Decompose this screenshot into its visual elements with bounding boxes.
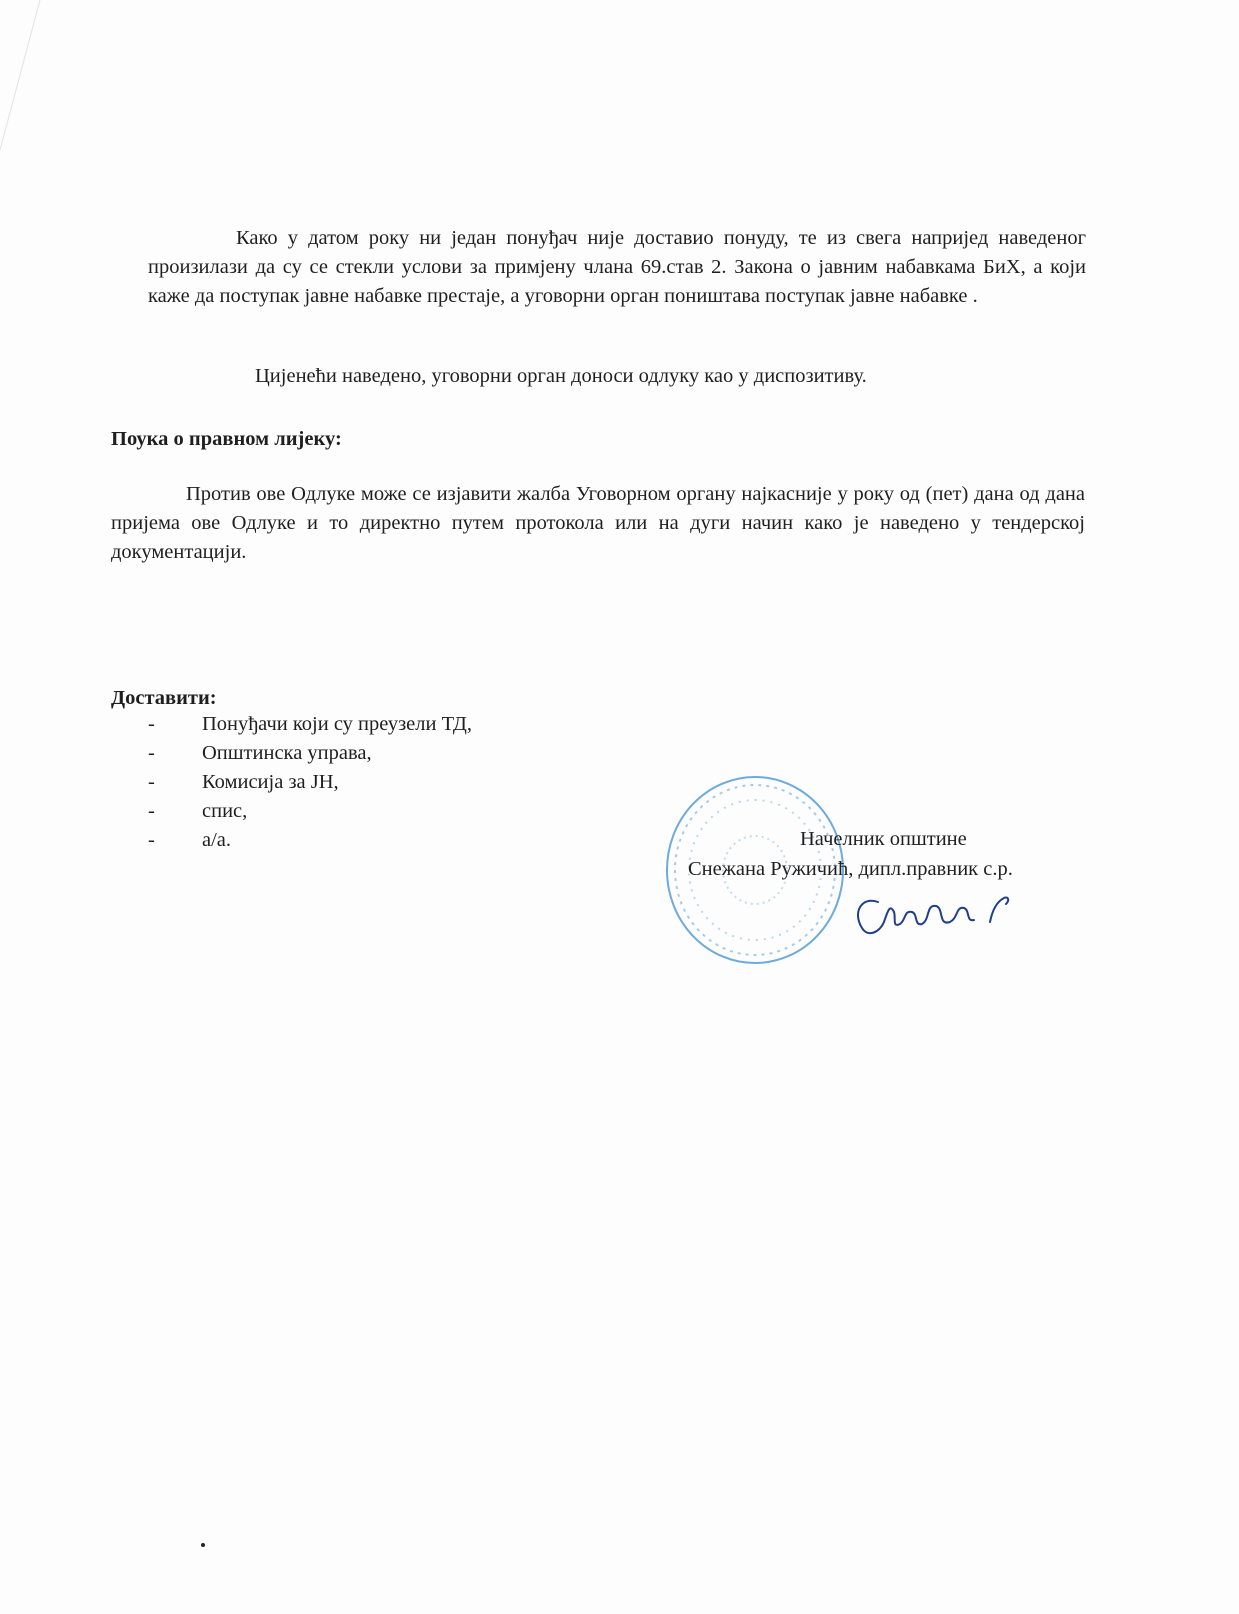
list-dash: - xyxy=(148,742,155,764)
list-dash: - xyxy=(148,829,155,851)
conclusion-paragraph: Цијенећи наведено, уговорни орган доноси одлуку као у диспозитиву. xyxy=(255,365,867,387)
list-item-text: спис, xyxy=(202,800,248,822)
list-item xyxy=(148,797,472,826)
list-item-text: Комисија за ЈН, xyxy=(202,771,339,793)
list-item xyxy=(148,826,472,855)
legal-remedy-heading: Поука о правном лијеку: xyxy=(111,428,342,450)
list-dash: - xyxy=(148,771,155,793)
delivery-list xyxy=(148,710,472,855)
delivery-heading: Доставити: xyxy=(111,687,217,709)
handwritten-signature-icon xyxy=(840,882,1030,942)
list-item xyxy=(148,710,472,739)
justification-paragraph: Како у датом року ни један понуђач није доставио понуду, те из свега напријед наведеног произилази да су се стекли услови за примјену члана 69.став 2. Закона о јавним набавкама БиХ, а који каже да поступак јавне набавке престаје, а уговорни орган поништава поступак јавне набавке . xyxy=(148,227,1086,307)
signature-block xyxy=(640,772,1090,982)
legal-remedy-paragraph: Против ове Одлуке може се изјавити жалба Уговорном органу најкасније у року од (пет) дана од дана пријема ове Одлуке и то директно путем протокола или на дуги начин како је наведено у тендерској документацији. xyxy=(111,483,1085,563)
page-fold-mark xyxy=(0,0,60,160)
list-item xyxy=(148,739,472,768)
list-item-text: а/а. xyxy=(202,829,232,851)
signatory-title: Начелник општине xyxy=(800,828,967,850)
stray-mark xyxy=(201,1543,205,1547)
signatory-name: Снежана Ружичић, дипл.правник с.р. xyxy=(688,858,1013,880)
list-item xyxy=(148,768,472,797)
list-dash: - xyxy=(148,800,155,822)
list-item-text: Општинска управа, xyxy=(202,742,372,764)
list-dash: - xyxy=(148,713,155,735)
list-item-text: Понуђачи који су преузели ТД, xyxy=(202,713,472,735)
